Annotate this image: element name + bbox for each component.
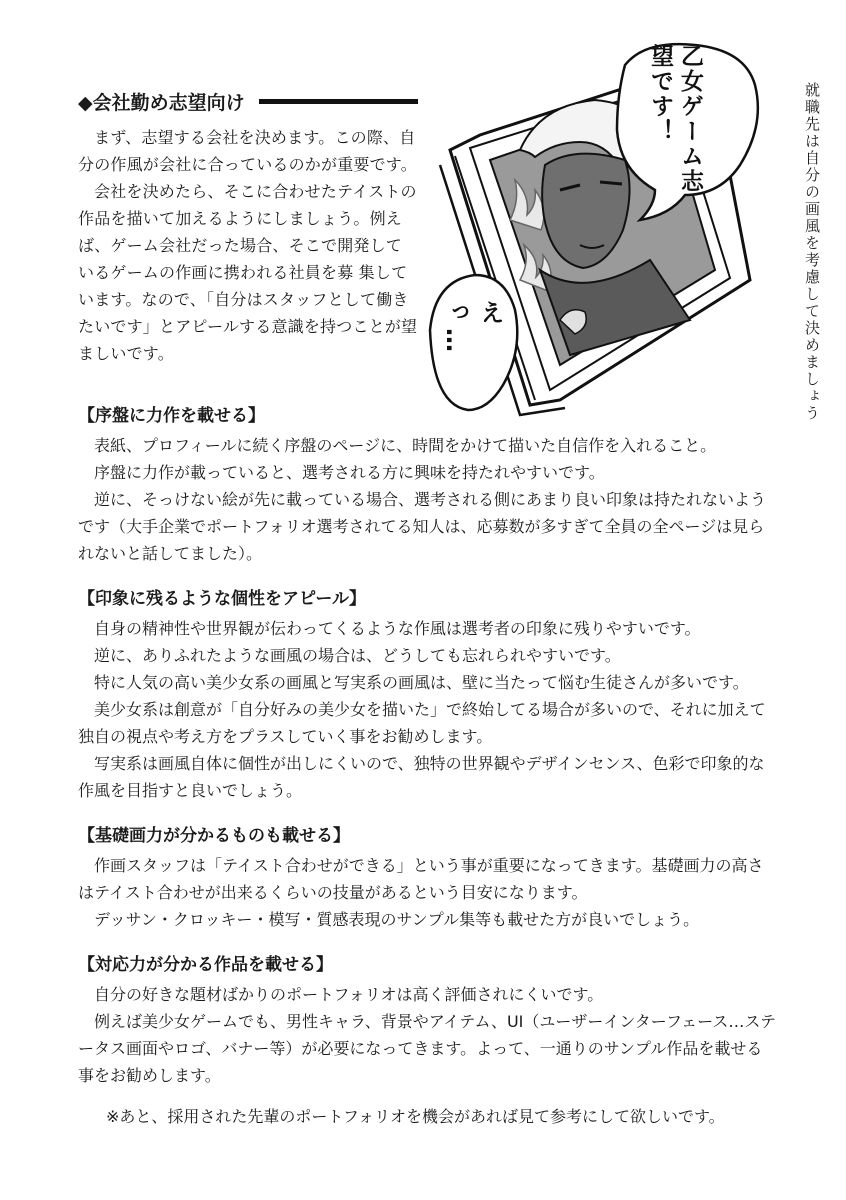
section-paragraph: 表紙、プロフィールに続く序盤のページに、時間をかけて描いた自信作を入れること。 (94, 436, 717, 455)
section-paragraph: 逆に、そっけない絵が先に載っている場合、選考される側にあまり良い印象は持たれないようです（大手企業でポートフォリオ選考されてる知人は、応募数が多すぎて全員の全ページは見られないと話してました）。 (78, 490, 767, 563)
section-title: 【序盤に力作を載せる】 (78, 406, 265, 426)
section-paragraph: 逆に、ありふれたような画風の場合は、どうしても忘れられやすいです。 (94, 646, 621, 665)
section-3 (78, 822, 778, 933)
bubble-top-text: 乙女ゲーム志望です！ (647, 44, 703, 194)
section-paragraph: 自身の精神性や世界観が伝わってくるような作風は選考者の印象に残りやすいです。 (94, 619, 701, 638)
section-paragraph: 特に人気の高い美少女系の画風と写実系の画風は、壁に当たって悩む生徒さんが多いです。 (94, 673, 749, 692)
heading-rule (259, 99, 418, 104)
section-paragraph: デッサン・クロッキー・模写・質感表現のサンプル集等も載せた方が良いでしょう。 (94, 910, 700, 929)
section-4 (78, 951, 778, 1089)
section-paragraph: 序盤に力作が載っていると、選考される方に興味を持たれやすいです。 (94, 463, 605, 482)
section-heading (78, 88, 418, 115)
section-title: 【基礎画力が分かるものも載せる】 (78, 826, 350, 846)
section-paragraph: 例えば美少女ゲームでも、男性キャラ、背景やアイテム、UI（ユーザーインターフェース…ステータス画面やロゴ、バナー等）が必要になってきます。よって、一通りのサンプル作品を載せる事をお勧めします。 (78, 1012, 777, 1085)
section-paragraph: 自分の好きな題材ばかりのポートフォリオは高く評価されにくいです。 (94, 985, 604, 1004)
sections-container (78, 402, 778, 1130)
intro-paragraph: 会社を決めたら、そこに合わせたテイストの作品を描いて加えるようにしましょう。例えば、ゲーム会社だった場合、そこで開発しているゲームの作画に携われる社員を募 集しています。なので、「自分はスタッフとして働きたいです」とアピールする意識を持つことが望ましいです。 (78, 182, 418, 363)
side-caption: 就職先は自分の画風を考慮して決めましょう (803, 82, 821, 422)
intro-paragraph: まず、志望する会社を決めます。この際、自分の作風が会社に合っているのかが重要です。 (78, 128, 417, 174)
section-1 (78, 402, 778, 567)
section-paragraph: 作画スタッフは「テイスト合わせができる」という事が重要になってきます。基礎画力の高さはテイスト合わせが出来るくらいの技量があるという目安になります。 (78, 856, 764, 902)
bubble-left-text: えっ… (441, 300, 504, 356)
section-paragraph: 写実系は画風自体に個性が出しにくいので、独特の世界観やデザインセンス、色彩で印象的な作風を目指すと良いでしょう。 (78, 754, 765, 800)
footnote: ※あと、採用された先輩のポートフォリオを機会があれば見て参考にして欲しいです。 (106, 1107, 725, 1126)
heading-text: ◆会社勤め志望向け (78, 92, 245, 114)
section-title: 【対応力が分かる作品を載せる】 (78, 955, 333, 975)
section-paragraph: 美少女系は創意が「自分好みの美少女を描いた」で終始してる場合が多いので、それに加えて独自の視点や考え方をプラスしていく事をお勧めします。 (78, 700, 766, 746)
intro-text (78, 124, 418, 367)
section-title: 【印象に残るような個性をアピール】 (78, 589, 366, 609)
section-2 (78, 585, 778, 804)
